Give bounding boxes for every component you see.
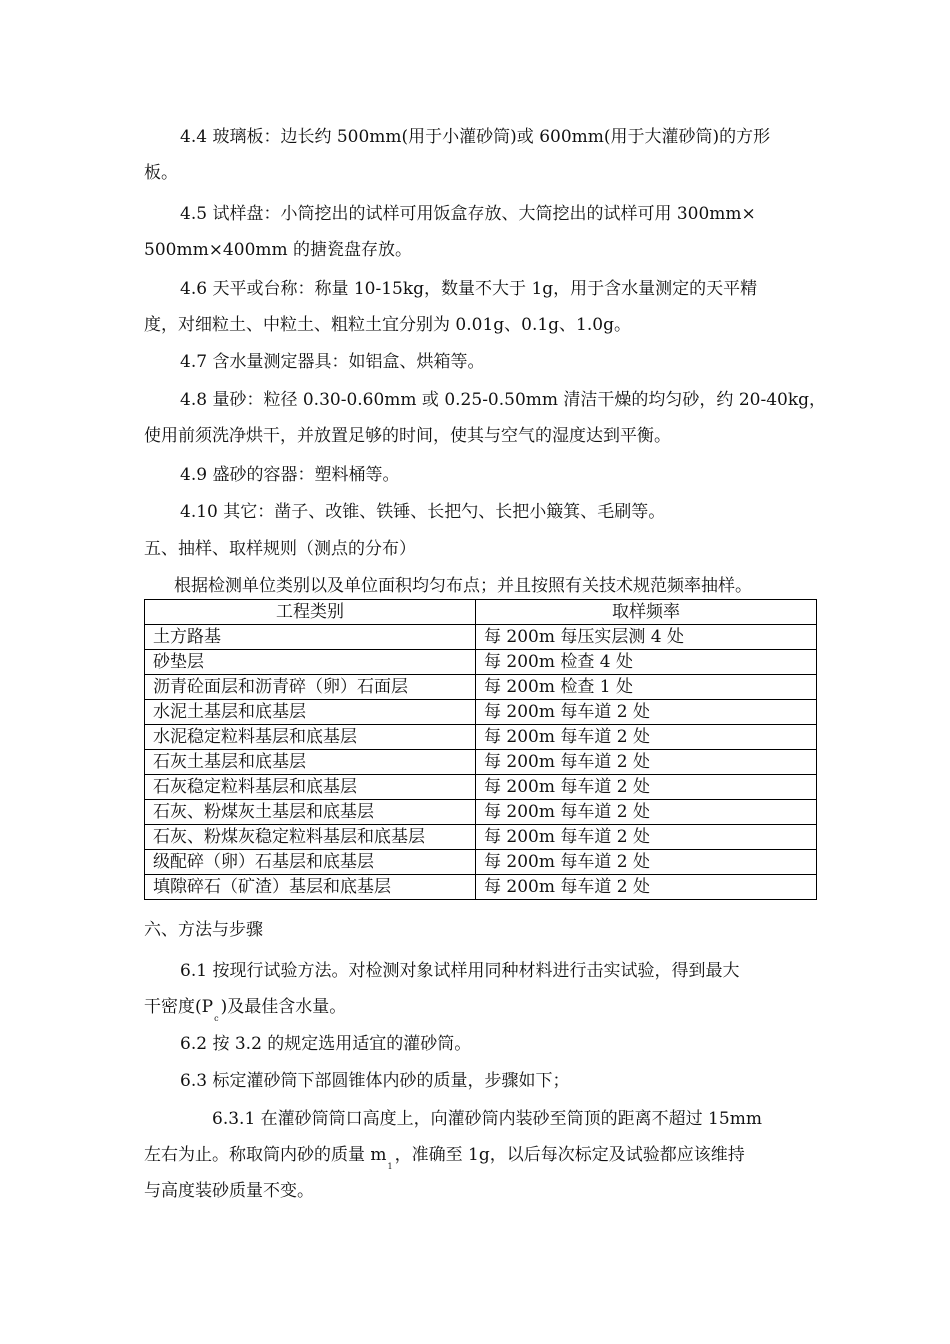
- para-4-8-line2: 使用前须洗净烘干，并放置足够的时间，使其与空气的湿度达到平衡。: [144, 426, 671, 446]
- section-6-heading: 六、方法与步骤: [144, 920, 263, 940]
- cell-frequency: 每 200m 每车道 2 处: [476, 700, 817, 725]
- para-6-3-1-text-pre: 左右为止。称取筒内砂的质量 m: [144, 1145, 387, 1165]
- section-5-intro: 根据检测单位类别以及单位面积均匀布点；并且按照有关技术规范频率抽样。: [174, 576, 752, 596]
- para-6-1-line1: 6.1 按现行试验方法。对检测对象试样用同种材料进行击实试验，得到最大: [180, 961, 740, 981]
- table-row: [145, 725, 817, 750]
- cell-frequency: 每 200m 每车道 2 处: [476, 825, 817, 850]
- header-project-category: 工程类别: [145, 600, 476, 625]
- table-row: [145, 775, 817, 800]
- cell-frequency: 每 200m 每车道 2 处: [476, 775, 817, 800]
- para-4-6-line1: 4.6 天平或台称：称量 10-15kg，数量不大于 1g，用于含水量测定的天平精: [180, 279, 758, 299]
- para-6-2: 6.2 按 3.2 的规定选用适宜的灌砂筒。: [180, 1034, 472, 1054]
- sampling-frequency-table: [144, 599, 817, 900]
- table-row: [145, 825, 817, 850]
- cell-category: 石灰土基层和底基层: [145, 750, 476, 775]
- cell-category: 水泥稳定粒料基层和底基层: [145, 725, 476, 750]
- cell-category: 级配碎（卵）石基层和底基层: [145, 850, 476, 875]
- cell-category: 石灰、粉煤灰稳定粒料基层和底基层: [145, 825, 476, 850]
- subscript-c: c: [214, 1014, 219, 1023]
- para-6-3-1-text-post: ，准确至 1g，以后每次标定及试验都应该维持: [394, 1145, 745, 1165]
- table-header-row: [145, 600, 817, 625]
- para-4-8-line1: 4.8 量砂：粒径 0.30-0.60mm 或 0.25-0.50mm 清洁干燥的均匀砂，约 20-40kg，: [180, 390, 827, 410]
- para-6-3: 6.3 标定灌砂筒下部圆锥体内砂的质量，步骤如下；: [180, 1071, 570, 1091]
- cell-category: 水泥土基层和底基层: [145, 700, 476, 725]
- section-5-heading: 五、抽样、取样规则（测点的分布）: [144, 539, 416, 559]
- para-6-3-1-line1: 6.3.1 在灌砂筒筒口高度上，向灌砂筒内装砂至筒顶的距离不超过 15mm: [212, 1109, 762, 1129]
- cell-frequency: 每 200m 每车道 2 处: [476, 725, 817, 750]
- subscript-1: 1: [387, 1162, 393, 1171]
- table-row: [145, 650, 817, 675]
- para-6-1-text-post: )及最佳含水量。: [220, 997, 347, 1017]
- para-6-3-1-line3: 与高度装砂质量不变。: [144, 1181, 314, 1201]
- table-row: [145, 750, 817, 775]
- para-6-3-1-line2: [144, 1140, 745, 1171]
- table-row: [145, 850, 817, 875]
- header-sampling-frequency: 取样频率: [476, 600, 817, 625]
- cell-frequency: 每 200m 每车道 2 处: [476, 875, 817, 900]
- cell-frequency: 每 200m 每车道 2 处: [476, 750, 817, 775]
- cell-category: 石灰稳定粒料基层和底基层: [145, 775, 476, 800]
- table-row: [145, 800, 817, 825]
- table-row: [145, 700, 817, 725]
- para-4-5-line1: 4.5 试样盘：小筒挖出的试样可用饭盒存放、大筒挖出的试样可用 300mm×: [180, 204, 756, 224]
- cell-frequency: 每 200m 检查 1 处: [476, 675, 817, 700]
- para-6-1-line2: [144, 992, 347, 1023]
- table-row: [145, 675, 817, 700]
- cell-category: 沥青砼面层和沥青碎（卵）石面层: [145, 675, 476, 700]
- cell-category: 砂垫层: [145, 650, 476, 675]
- cell-category: 填隙碎石（矿渣）基层和底基层: [145, 875, 476, 900]
- table-row: [145, 875, 817, 900]
- cell-frequency: 每 200m 检查 4 处: [476, 650, 817, 675]
- cell-category: 石灰、粉煤灰土基层和底基层: [145, 800, 476, 825]
- cell-category: 土方路基: [145, 625, 476, 650]
- cell-frequency: 每 200m 每车道 2 处: [476, 850, 817, 875]
- cell-frequency: 每 200m 每车道 2 处: [476, 800, 817, 825]
- para-4-10: 4.10 其它：凿子、改锥、铁锤、长把勺、长把小簸箕、毛刷等。: [180, 502, 666, 522]
- para-4-7: 4.7 含水量测定器具：如铝盒、烘箱等。: [180, 352, 485, 372]
- table-row: [145, 625, 817, 650]
- para-4-5-line2: 500mm×400mm 的搪瓷盘存放。: [144, 240, 413, 260]
- para-6-1-text-pre: 干密度(P: [144, 997, 214, 1017]
- cell-frequency: 每 200m 每压实层测 4 处: [476, 625, 817, 650]
- para-4-6-line2: 度，对细粒土、中粒土、粗粒土宜分别为 0.01g、0.1g、1.0g。: [144, 315, 631, 335]
- para-4-4-line2: 板。: [144, 163, 178, 183]
- para-4-4-line1: 4.4 玻璃板：边长约 500mm(用于小灌砂筒)或 600mm(用于大灌砂筒)的方形: [180, 127, 771, 147]
- para-4-9: 4.9 盛砂的容器：塑料桶等。: [180, 465, 400, 485]
